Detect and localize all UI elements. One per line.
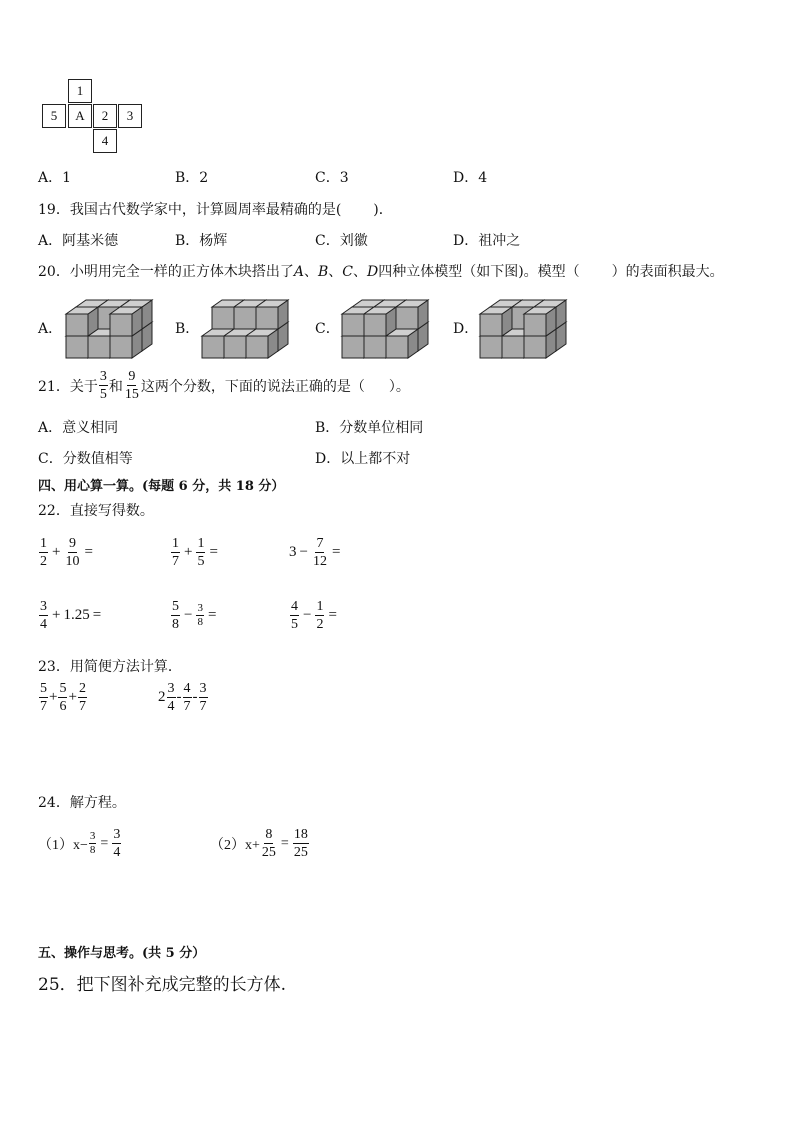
q23-stem: 23．用简便方法计算． (38, 659, 182, 675)
q23-expr-2: 2 $\frac{3}{4}$ - $\frac{4}{7}$ - $\frac{3}{7}$ (158, 681, 207, 714)
cube-block (396, 300, 428, 329)
q19-option-b[interactable]: B．杨辉 (175, 233, 228, 249)
cube-block (110, 307, 142, 336)
q19-stem: 19．我国古代数学家中，计算圆周率最精确的是( )． (38, 202, 393, 218)
cube-model-a (62, 292, 154, 360)
cube-block (66, 307, 98, 336)
q20-label-c[interactable]: C． (315, 321, 340, 337)
q24-stem: 24．解方程。 (38, 795, 126, 811)
q22-expr-5: $\frac{5}{8}$ − $\frac{3}{8}$ = (172, 599, 217, 632)
q20-stem: 20．小明用完全一样的正方体木块搭出了A、B、C、D四种立体模型（如下图)。模型（ ）的表面积最大。 (38, 264, 724, 280)
cube-model-c (338, 292, 430, 360)
cube-block (480, 307, 512, 336)
q18-option-c[interactable]: C．3 (315, 170, 349, 186)
q21-option-b[interactable]: B．分数单位相同 (315, 420, 424, 436)
q18-option-d[interactable]: D．4 (453, 170, 488, 186)
fraction-9-15: $\frac{9}{15}$ (124, 369, 139, 402)
net-cell-center: A (68, 104, 92, 128)
q21-option-d[interactable]: D．以上都不对 (315, 451, 411, 467)
net-cell-top: 1 (68, 79, 92, 103)
q21-stem: 21．关于 $\frac{3}{5}$ 和 $\frac{9}{15}$ 这两个分数，下面的说法正确的是（ ）。 (38, 369, 410, 402)
cube-model-d (476, 292, 568, 360)
q19-option-c[interactable]: C．刘徽 (315, 233, 368, 249)
section-4-title: 四、用心算一算。(每题 6 分，共 18 分） (38, 479, 285, 494)
net-cell-right1: 2 (93, 104, 117, 128)
net-cell-bottom: 4 (93, 129, 117, 153)
q19-option-d[interactable]: D．祖冲之 (453, 233, 521, 249)
net-cell-left: 5 (42, 104, 66, 128)
cube-block (246, 329, 278, 358)
section-5-title: 五、操作与思考。(共 5 分） (38, 946, 206, 961)
q20-label-b[interactable]: B． (175, 321, 200, 337)
q20-label-d[interactable]: D． (453, 321, 479, 337)
cube-block (524, 307, 556, 336)
q24-equation-1: （1）x− $\frac{3}{8}$ = $\frac{3}{4}$ (38, 827, 121, 860)
cube-block (256, 300, 288, 329)
net-cell-right2: 3 (118, 104, 142, 128)
cube-block (364, 307, 396, 336)
q20-label-a[interactable]: A． (38, 321, 63, 337)
q18-option-a[interactable]: A．1 (38, 170, 72, 186)
q19-option-a[interactable]: A．阿基米德 (38, 233, 119, 249)
cube-model-b (198, 292, 290, 360)
q22-expr-6: $\frac{4}{5}$ − $\frac{1}{2}$ = (291, 599, 337, 632)
q22-expr-2: $\frac{1}{7}$ + $\frac{1}{5}$ = (172, 536, 218, 569)
q24-equation-2: （2）x+ $\frac{8}{25}$ = $\frac{18}{25}$ (210, 827, 308, 860)
q21-option-a[interactable]: A．意义相同 (38, 420, 119, 436)
q22-expr-1: $\frac{1}{2}$ + $\frac{9}{10}$ = (40, 536, 93, 569)
fraction-3-5: $\frac{3}{5}$ (99, 369, 107, 402)
q22-expr-4: $\frac{3}{4}$ + 1.25 = (40, 599, 102, 632)
q21-option-c[interactable]: C．分数值相等 (38, 451, 133, 467)
q22-expr-3: 3 − $\frac{7}{12}$ = (289, 536, 341, 569)
q23-expr-1: $\frac{5}{7}$ + $\frac{5}{6}$ + $\frac{2}{7}$ (40, 681, 86, 714)
q25-stem: 25．把下图补充成完整的长方体. (38, 975, 287, 995)
cube-block (386, 329, 418, 358)
q18-option-b[interactable]: B．2 (175, 170, 209, 186)
q22-stem: 22．直接写得数。 (38, 503, 154, 519)
